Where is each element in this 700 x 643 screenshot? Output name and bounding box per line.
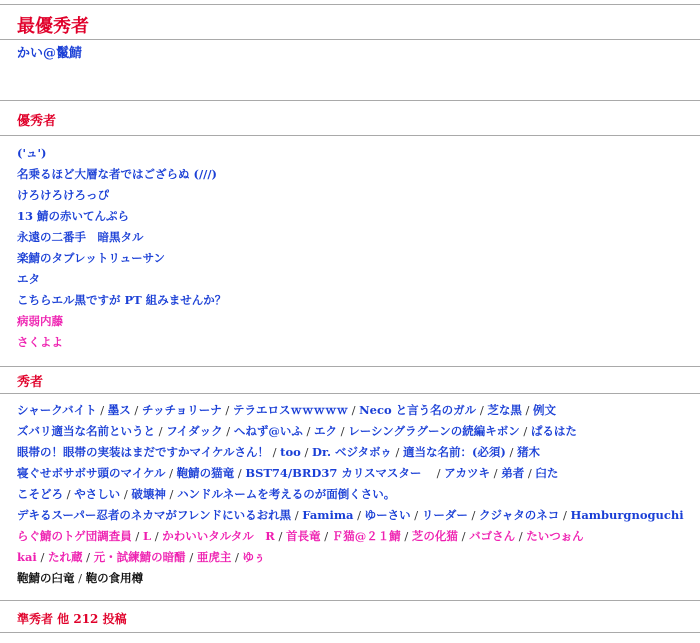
outstanding-name: やさしい bbox=[74, 487, 121, 501]
outstanding-name: たいつぉん bbox=[526, 529, 584, 543]
name-separator: / bbox=[391, 445, 403, 459]
outstanding-name: 例文 bbox=[533, 403, 557, 417]
best-winner: かい@鬣鯖 bbox=[17, 46, 83, 61]
outstanding-name: 墨ス bbox=[107, 403, 131, 417]
name-separator: / bbox=[410, 508, 422, 522]
outstanding-row bbox=[17, 508, 684, 522]
excellent-entry: 病弱内藤 bbox=[17, 314, 63, 328]
outstanding-name: 眼帯の！眼帯の実装はまだですかマイケルさん！ bbox=[17, 445, 269, 459]
honorable-section-title: 準秀者 他 212 投稿 bbox=[17, 612, 127, 626]
outstanding-name: へねず@いふ bbox=[233, 424, 303, 438]
outstanding-row bbox=[17, 571, 143, 585]
outstanding-name: 鞄鯖の臼竜 bbox=[17, 571, 75, 585]
outstanding-name: 弟者 bbox=[501, 466, 525, 480]
outstanding-name: クジャタのネコ bbox=[479, 508, 560, 522]
name-separator: / bbox=[467, 508, 480, 522]
excellent-entry: 楽鯖のタブレットリューサン bbox=[17, 251, 166, 265]
outstanding-name: テラエロスｗｗｗｗｗ bbox=[232, 403, 348, 417]
excellent-entry: こちらエル黒ですが PT 組みませんか？ bbox=[17, 293, 227, 307]
name-separator: / bbox=[400, 529, 412, 543]
best-divider bbox=[0, 39, 700, 40]
name-separator: / bbox=[524, 466, 536, 480]
outstanding-name: kai bbox=[17, 550, 37, 564]
outstanding-name: Ｆ猫@２１鯖 bbox=[331, 529, 401, 543]
outstanding-name: ズバリ適当な名前というと bbox=[17, 424, 155, 438]
excellent-entry: けろけろけろっぴ bbox=[17, 188, 109, 202]
excellent-entry: 永遠の二番手 暗黒タル bbox=[17, 230, 144, 244]
name-separator: / bbox=[185, 550, 197, 564]
outstanding-name: 首長竜 bbox=[286, 529, 321, 543]
name-separator: / bbox=[300, 445, 312, 459]
outstanding-name: 寝ぐせボサボサ頭のマイケル bbox=[17, 466, 166, 480]
name-separator: / bbox=[519, 424, 531, 438]
outstanding-name: 臼た bbox=[535, 466, 559, 480]
outstanding-name: BST74/BRD37 カリスマスター bbox=[245, 466, 433, 480]
outstanding-name: フイダック bbox=[166, 424, 223, 438]
outstanding-name: たれ蔵 bbox=[47, 550, 83, 564]
top-divider bbox=[0, 4, 700, 5]
outstanding-row bbox=[17, 487, 395, 501]
outstanding-name: 鞄鯖の猫竜 bbox=[176, 466, 235, 480]
name-separator: / bbox=[36, 550, 48, 564]
outstanding-name: L bbox=[142, 529, 152, 543]
name-separator: / bbox=[74, 571, 86, 585]
outstanding-divider bbox=[0, 393, 700, 394]
outstanding-name: ぱるはた bbox=[530, 424, 577, 438]
best-bottom-divider bbox=[0, 100, 700, 101]
name-separator: / bbox=[347, 403, 360, 417]
outstanding-row bbox=[17, 550, 265, 564]
name-separator: / bbox=[130, 403, 142, 417]
name-separator: / bbox=[476, 403, 488, 417]
outstanding-row bbox=[17, 466, 558, 480]
outstanding-row bbox=[17, 424, 577, 438]
name-separator: / bbox=[96, 403, 108, 417]
excellent-section-title: 優秀者 bbox=[17, 114, 57, 129]
outstanding-name: ゆぅ bbox=[242, 550, 266, 564]
outstanding-name: こそどろ bbox=[17, 487, 63, 501]
excellent-entry: 13 鯖の赤いてんぷら bbox=[17, 209, 130, 223]
best-section-title: 最優秀者 bbox=[17, 16, 89, 37]
excellent-entry: さくよよ bbox=[17, 335, 63, 349]
outstanding-name: シャークバイト bbox=[17, 403, 97, 417]
name-separator: / bbox=[131, 529, 143, 543]
excellent-entry: 名乗るほど大層な者ではござらぬ (///) bbox=[17, 167, 217, 181]
outstanding-name: ハンドルネームを考えるのが面倒くさい。 bbox=[177, 487, 396, 501]
name-separator: / bbox=[234, 466, 246, 480]
outstanding-name: too bbox=[280, 445, 301, 459]
outstanding-name: 芝の化猫 bbox=[411, 529, 458, 543]
outstanding-name: チッチョリーナ bbox=[141, 403, 222, 417]
name-separator: / bbox=[432, 466, 445, 480]
outstanding-row bbox=[17, 445, 540, 459]
name-separator: / bbox=[291, 508, 303, 522]
name-separator: / bbox=[151, 529, 163, 543]
outstanding-section-title: 秀者 bbox=[17, 375, 44, 390]
outstanding-name: エク bbox=[314, 424, 338, 438]
outstanding-name: 猪木 bbox=[517, 445, 541, 459]
name-separator: / bbox=[165, 487, 178, 501]
outstanding-name: 破壊神 bbox=[131, 487, 166, 501]
outstanding-name: 芝な黒 bbox=[487, 403, 522, 417]
outstanding-name: 亜虎主 bbox=[196, 550, 232, 564]
name-separator: / bbox=[63, 487, 75, 501]
name-separator: / bbox=[222, 424, 234, 438]
name-separator: / bbox=[320, 529, 332, 543]
outstanding-name: ゆーさい bbox=[364, 508, 411, 522]
name-separator: / bbox=[165, 466, 177, 480]
outstanding-name: レーシングラグーンの続編キボン bbox=[348, 424, 520, 438]
name-separator: / bbox=[302, 424, 315, 438]
outstanding-name: Dr. ベジタボゥ bbox=[312, 445, 392, 459]
name-separator: / bbox=[559, 508, 571, 522]
outstanding-name: デキるスーパー忍者のネカマがフレンドにいるおれ黒 bbox=[17, 508, 292, 522]
name-separator: / bbox=[521, 403, 534, 417]
name-separator: / bbox=[221, 403, 233, 417]
outstanding-bottom-divider bbox=[0, 600, 700, 601]
excellent-bottom-divider bbox=[0, 366, 700, 367]
name-separator: / bbox=[505, 445, 518, 459]
excellent-entry: ('ュ') bbox=[17, 146, 47, 160]
name-separator: / bbox=[268, 445, 281, 459]
name-separator: / bbox=[120, 487, 132, 501]
outstanding-name: 適当な名前：(必須) bbox=[402, 445, 506, 459]
outstanding-row bbox=[17, 529, 584, 543]
outstanding-name: Neco と言う名のガル bbox=[359, 403, 477, 417]
bottom-divider bbox=[0, 632, 700, 633]
outstanding-name: かわいいタルタル R bbox=[162, 529, 275, 543]
name-separator: / bbox=[457, 529, 470, 543]
name-separator: / bbox=[337, 424, 349, 438]
name-separator: / bbox=[353, 508, 365, 522]
excellent-divider bbox=[0, 135, 700, 136]
name-separator: / bbox=[231, 550, 243, 564]
outstanding-name: バゴさん bbox=[469, 529, 516, 543]
outstanding-name: リーダー bbox=[421, 508, 468, 522]
excellent-entry: エタ bbox=[17, 272, 40, 286]
outstanding-name: Hamburgnoguchi bbox=[570, 508, 684, 522]
outstanding-name: アカツキ bbox=[444, 466, 491, 480]
outstanding-name: Famima bbox=[302, 508, 354, 522]
name-separator: / bbox=[490, 466, 502, 480]
outstanding-name: 鞄の食用樽 bbox=[85, 571, 144, 585]
outstanding-name: 元・試練鯖の暗醋 bbox=[93, 550, 186, 564]
name-separator: / bbox=[155, 424, 167, 438]
name-separator: / bbox=[515, 529, 527, 543]
name-separator: / bbox=[82, 550, 94, 564]
outstanding-name: らぐ鯖のトゲ団調査員 bbox=[17, 529, 132, 543]
name-separator: / bbox=[274, 529, 287, 543]
outstanding-row bbox=[17, 403, 556, 417]
